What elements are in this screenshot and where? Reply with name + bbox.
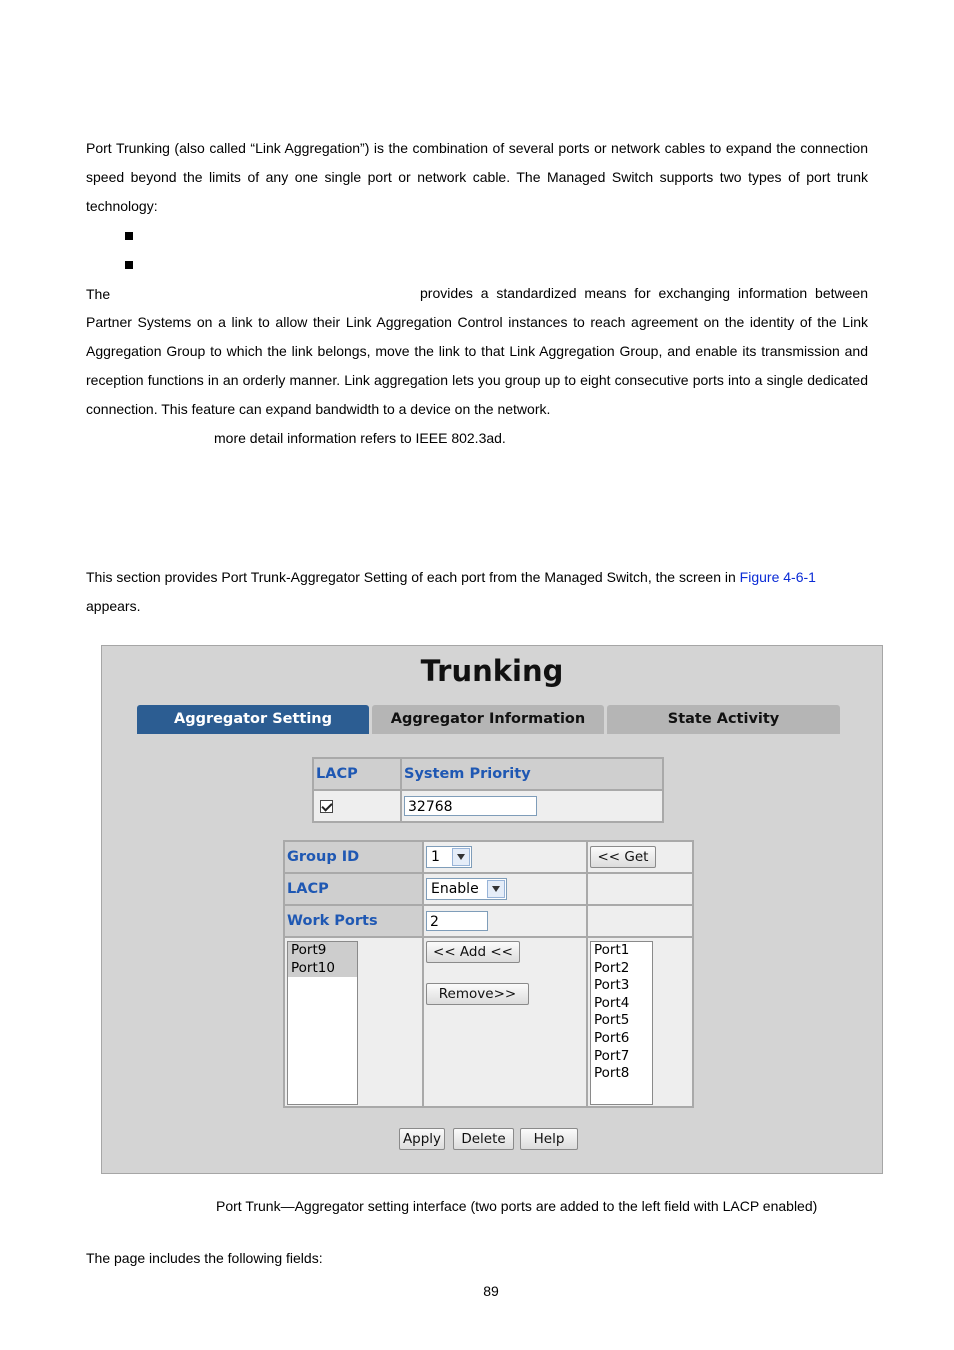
list-item[interactable]: Port9 bbox=[288, 942, 357, 960]
group-id-select[interactable]: 1 bbox=[426, 846, 472, 868]
group-table bbox=[283, 840, 694, 1108]
page-title: Trunking bbox=[420, 654, 564, 688]
lacp-paragraph: provides a standardized means for exchanging information between Partner Systems on a link to allow their Link Aggregation Control instances to reach agreement on the identity of the Link Aggregation Group to which the link belongs, move the link to that Link Aggregation Group, and enable its transmission and reception functions in an orderly manner. Link aggregation lets you group up to eight consecutive ports into a single dedicated connection. This feature can expand bandwidth to a device on the network. bbox=[86, 285, 868, 417]
chevron-down-icon bbox=[452, 848, 470, 866]
figure-link[interactable]: Figure 4-6-1 bbox=[739, 569, 816, 585]
work-ports-input[interactable]: 2 bbox=[426, 911, 488, 931]
list-item[interactable]: Port8 bbox=[594, 1065, 630, 1082]
fields-intro: The page includes the following fields: bbox=[86, 1250, 323, 1266]
list-item[interactable]: Port3 bbox=[594, 977, 630, 994]
page-number: 89 bbox=[483, 1283, 499, 1299]
system-priority-input[interactable]: 32768 bbox=[404, 796, 537, 816]
list-item[interactable]: Port1 bbox=[594, 942, 630, 958]
work-ports-label: Work Ports bbox=[284, 905, 423, 937]
lacp-paragraph-prefix: The bbox=[86, 286, 111, 302]
bullet-icon bbox=[125, 261, 133, 269]
bullet-icon bbox=[125, 232, 133, 240]
trunking-screenshot bbox=[101, 645, 883, 1174]
lacp-label: LACP bbox=[284, 873, 423, 905]
list-item[interactable]: Port10 bbox=[288, 960, 357, 978]
tab-aggregator-setting[interactable]: Aggregator Setting bbox=[137, 705, 369, 734]
intro-paragraph: Port Trunking (also called “Link Aggregation”) is the combination of several ports or network cables to expand the connection speed beyond the limits of any one single port or network cable. The Managed Switch supports two types of port trunk technology: bbox=[86, 140, 868, 214]
apply-button[interactable]: Apply bbox=[399, 1128, 445, 1150]
list-item[interactable]: Port6 bbox=[594, 1029, 630, 1046]
tab-state-activity[interactable]: State Activity bbox=[607, 705, 840, 734]
list-item[interactable]: Port7 bbox=[594, 1047, 630, 1064]
system-priority-header: System Priority bbox=[401, 758, 663, 790]
list-item[interactable]: Port5 bbox=[594, 1012, 630, 1029]
group-id-label: Group ID bbox=[284, 841, 423, 873]
tab-aggregator-information[interactable]: Aggregator Information bbox=[372, 705, 604, 734]
figure-caption: Port Trunk—Aggregator setting interface (two ports are added to the left field with LACP enabled) bbox=[216, 1198, 818, 1214]
system-priority-table bbox=[312, 757, 664, 823]
list-item[interactable]: Port4 bbox=[594, 994, 630, 1011]
remove-button[interactable]: Remove>> bbox=[426, 983, 529, 1005]
list-item[interactable]: Port2 bbox=[594, 959, 630, 976]
selected-ports-list[interactable] bbox=[287, 941, 358, 1105]
get-button[interactable]: << Get bbox=[590, 846, 656, 868]
add-button[interactable]: << Add << bbox=[426, 941, 520, 963]
delete-button[interactable]: Delete bbox=[453, 1128, 514, 1150]
chevron-down-icon bbox=[487, 880, 505, 898]
lacp-checkbox[interactable] bbox=[320, 800, 333, 813]
section-text: This section provides Port Trunk-Aggregator Setting of each port from the Managed Switch, the screen in Figure 4-6-1 bbox=[86, 569, 816, 585]
help-button[interactable]: Help bbox=[520, 1128, 578, 1150]
available-ports-list[interactable] bbox=[590, 941, 653, 1105]
section-text-end: appears. bbox=[86, 598, 141, 614]
lacp-select[interactable]: Enable bbox=[426, 878, 507, 900]
lacp-header: LACP bbox=[313, 758, 401, 790]
detail-line: more detail information refers to IEEE 802.3ad. bbox=[214, 430, 506, 446]
